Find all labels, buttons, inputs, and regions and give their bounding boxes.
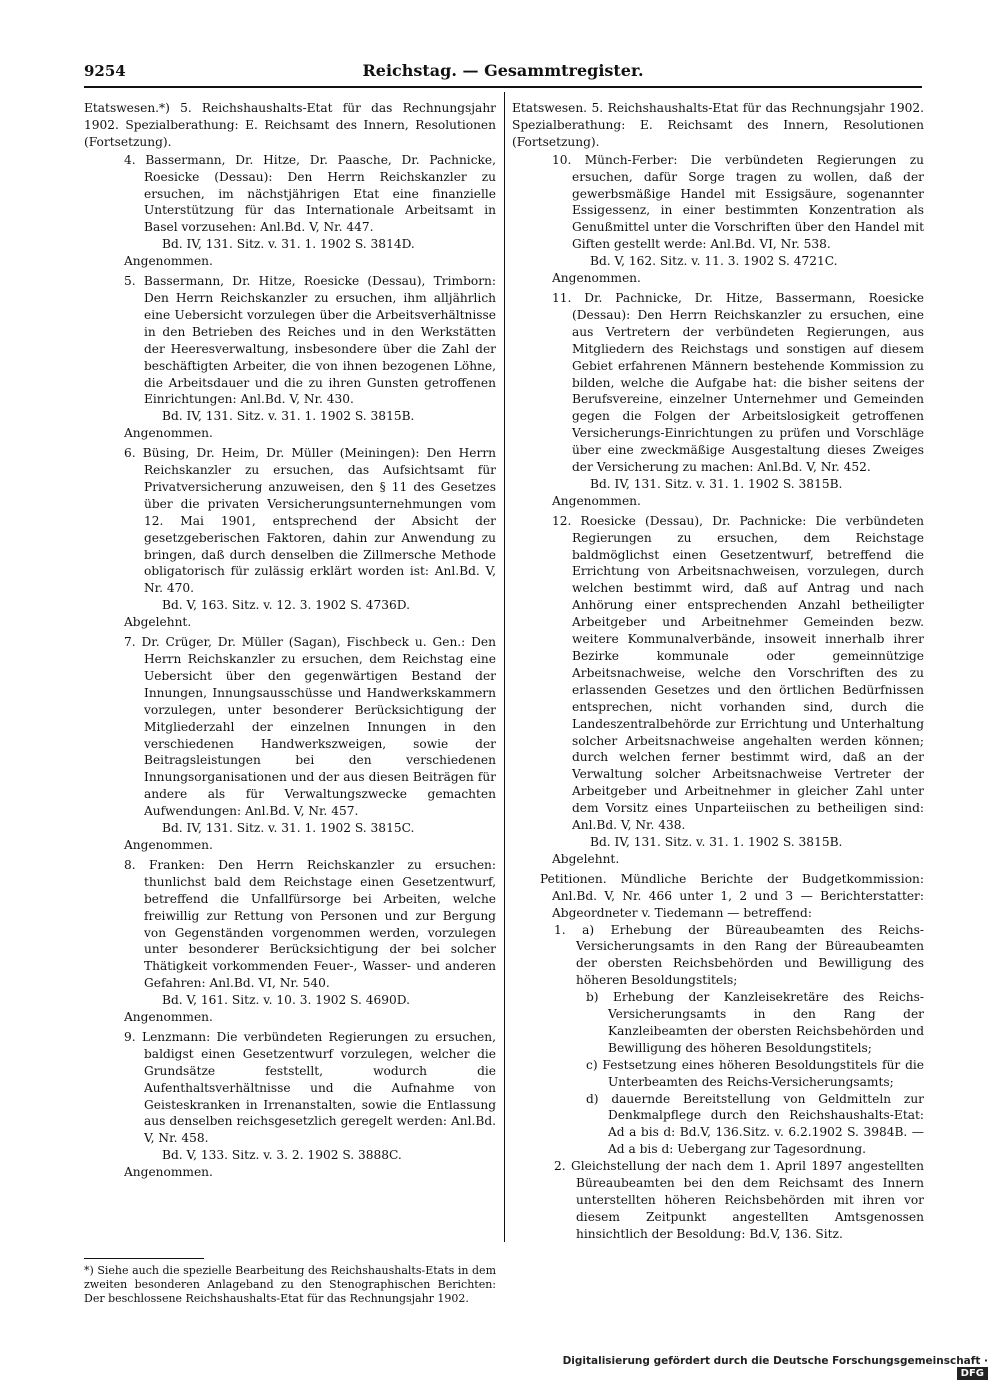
reference: Bd. IV, 131. Sitz. v. 31. 1. 1902 S. 3815C.	[162, 821, 415, 836]
footer-text: Digitalisierung gefördert durch die Deutsche Forschungsgemeinschaft ·	[562, 1355, 988, 1367]
footnote: *) Siehe auch die spezielle Bearbeitung des Reichshaushalts-Etats in dem zweiten besonderen Anlageband zu den Stenographischen Berichten: Der beschlossene Reichshaushalts-Etat für das Rechnungsjahr 1902.	[84, 1264, 496, 1306]
petition-item: 2. Gleichstellung der nach dem 1. April 1897 angestellten Büreaubeamten bei den dem Reichsamt des Innern unterstellten höheren Reichsbehörden mit ihren vor diesem Zeitpunkt angestellten Amtsgenossen hinsichtlich der Besoldung: Bd.V, 136. Sitz.	[554, 1159, 924, 1241]
petition-item: 1. a) Erhebung der Büreaubeamten des Reichs-Versicherungsamts in den Rang der Büreaubeamten der obersten Reichsbehörden und Bewilligung des höheren Besoldungstitels;	[554, 922, 924, 988]
reference: Bd. IV, 131. Sitz. v. 31. 1. 1902 S. 3814D.	[162, 237, 415, 252]
right-column	[512, 100, 924, 1243]
reference: Bd. V, 162. Sitz. v. 11. 3. 1902 S. 4721C.	[590, 254, 838, 269]
section-heading: Etatswesen. 5. Reichshaushalts-Etat für das Rechnungsjahr 1902. Spezialberathung: E. Reichsamt des Innern, Resolutionen (Fortsetzung).	[512, 101, 924, 149]
status: Abgelehnt.	[552, 851, 620, 866]
reference: Bd. V, 161. Sitz. v. 10. 3. 1902 S. 4690D.	[162, 993, 410, 1008]
resolution-item: 11. Dr. Pachnicke, Dr. Hitze, Bassermann, Roesicke (Dessau): Den Herrn Reichskanzler zu ersuchen, eine aus Vertretern der verbündeten Regierungen, aus Mitgliedern des Reichstags und sonstigen auf diesem Gebiet erfahrenen Männern bestehende Kommission zu bilden, welche die Aufgabe hat: die bisher seitens der Berufsvereine, einzelner Unternehmer und Gemeinden gegen die Folgen der Arbeitslosigkeit getroffenen Versicherungs-Einrichtungen zu prüfen und Vorschläge über eine zweckmäßige Ausgestaltung dieses Zweiges der Versicherung zu machen: Anl.Bd. V, Nr. 452.	[552, 290, 924, 475]
left-column	[84, 100, 496, 1184]
digitization-footer	[560, 1355, 988, 1380]
resolution-item: 5. Bassermann, Dr. Hitze, Roesicke (Dessau), Trimborn: Den Herrn Reichskanzler zu ersuchen, ihm alljährlich eine Uebersicht vorzulegen über die Arbeitsverhältnisse in den Betrieben des Reiches und in den Werkstätten der Heeresverwaltung, insbesondere über die Zahl der beschäftigten Arbeiter, die von ihnen bezogenen Löhne, die Arbeitsdauer und die zu ihren Gunsten getroffenen Einrichtungen: Anl.Bd. V, Nr. 430.	[124, 274, 496, 407]
page-number: 9254	[84, 62, 126, 80]
petition-item: b) Erhebung der Kanzleisekretäre des Reichs-Versicherungsamts in den Rang der Kanzleibeamten der obersten Reichsbehörden und Bewilligung des höheren Besoldungstitels;	[586, 990, 924, 1055]
resolution-item: 10. Münch-Ferber: Die verbündeten Regierungen zu ersuchen, dafür Sorge tragen zu wollen, daß der gewerbsmäßige Handel mit Essigsäure, sogenannter Essigessenz, in einer bestimmten Konzentration als Genußmittel unter die Vorschriften über den Handel mit Giften gestellt werde: Anl.Bd. VI, Nr. 538.	[552, 152, 924, 252]
reference: Bd. IV, 131. Sitz. v. 31. 1. 1902 S. 3815B.	[590, 476, 843, 491]
footnote-rule	[84, 1258, 204, 1259]
status: Angenommen.	[552, 271, 641, 286]
status: Angenommen.	[124, 254, 213, 269]
status: Angenommen.	[124, 1165, 213, 1180]
section-heading: Etatswesen.*) 5. Reichshaushalts-Etat für das Rechnungsjahr 1902. Spezialberathung: E. Reichsamt des Innern, Resolutionen (Fortsetzung).	[84, 101, 496, 149]
petition-item: c) Festsetzung eines höheren Besoldungstitels für die Unterbeamten des Reichs-Versicherungsamts;	[586, 1057, 924, 1089]
resolution-item: 4. Bassermann, Dr. Hitze, Dr. Paasche, Dr. Pachnicke, Roesicke (Dessau): Den Herrn Reichskanzler zu ersuchen, im nächstjährigen Etat eine finanzielle Unterstützung für das Internationale Arbeitsamt in Basel vorzusehen: Anl.Bd. V, Nr. 447.	[124, 152, 496, 235]
petitions-intro: Petitionen. Mündliche Berichte der Budgetkommission: Anl.Bd. V, Nr. 466 unter 1, 2 und 3 — Berichterstatter: Abgeordneter v. Tiedemann — betreffend:	[540, 871, 924, 920]
status: Angenommen.	[124, 837, 213, 852]
status: Angenommen.	[124, 1010, 213, 1025]
reference: Bd. V, 133. Sitz. v. 3. 2. 1902 S. 3888C.	[162, 1148, 402, 1163]
status: Abgelehnt.	[124, 615, 192, 630]
resolution-item: 9. Lenzmann: Die verbündeten Regierungen zu ersuchen, baldigst einen Gesetzentwurf vorzulegen, welcher die Grundsätze feststellt, wodurch die Aufenthaltsverhältnisse und die Aufnahme von Geisteskranken in Irrenanstalten, sowie die Entlassung aus denselben reichsgesetzlich geregelt werden: Anl.Bd. V, Nr. 458.	[124, 1029, 496, 1146]
status: Angenommen.	[124, 426, 213, 441]
reference: Bd. V, 163. Sitz. v. 12. 3. 1902 S. 4736D.	[162, 598, 410, 613]
running-title: Reichstag. — Gesammtregister.	[362, 61, 644, 80]
resolution-item: 6. Büsing, Dr. Heim, Dr. Müller (Meiningen): Den Herrn Reichskanzler zu ersuchen, das Aufsichtsamt für Privatversicherung anzuweisen, den § 11 des Gesetzes über die privaten Versicherungsunternehmungen vom 12. Mai 1901, entsprechend der Absicht der gesetzgeberischen Faktoren, dahin zur Anwendung zu bringen, daß durch denselben die Zillmersche Methode obligatorisch für zulässig erklärt worden ist: Anl.Bd. V, Nr. 470.	[124, 446, 496, 596]
resolution-item: 8. Franken: Den Herrn Reichskanzler zu ersuchen: thunlichst bald dem Reichstage einen Gesetzentwurf, betreffend die Unfallfürsorge bei Arbeiten, welche freiwillig zur Rettung von Personen und zur Bergung von Gegenständen vorgenommen werden, vorzulegen unter besonderer Berücksichtigung der bei solcher Thätigkeit vorkommenden Feuer-, Wasser- und anderen Gefahren: Anl.Bd. VI, Nr. 540.	[124, 857, 496, 991]
reference: Bd. IV, 131. Sitz. v. 31. 1. 1902 S. 3815B.	[162, 409, 415, 424]
dfg-logo: DFG	[957, 1367, 988, 1380]
petition-item: d) dauernde Bereitstellung von Geldmitteln zur Denkmalpflege durch den Reichshaushalts-Etat: Ad a bis d: Bd.V, 136.Sitz. v. 6.2.1902 S. 3984B. — Ad a bis d: Uebergang zur Tagesordnung.	[586, 1091, 924, 1157]
column-divider	[504, 92, 505, 1242]
page-header	[84, 58, 922, 88]
reference: Bd. IV, 131. Sitz. v. 31. 1. 1902 S. 3815B.	[590, 834, 843, 849]
status: Angenommen.	[552, 493, 641, 508]
resolution-item: 7. Dr. Crüger, Dr. Müller (Sagan), Fischbeck u. Gen.: Den Herrn Reichskanzler zu ersuchen, dem Reichstag eine Uebersicht über den gegenwärtigen Bestand der Innungen, Innungsausschüsse und Handwerkskammern vorzulegen, unter besonderer Berücksichtigung der Mitgliederzahl der einzelnen Innungen in den verschiedenen Handwerkszweigen, sowie der Beitragsleistungen bei den verschiedenen Innungsorganisationen und der aus diesen Beiträgen für andere als für Verwaltungszwecke gemachten Aufwendungen: Anl.Bd. V, Nr. 457.	[124, 635, 496, 819]
resolution-item: 12. Roesicke (Dessau), Dr. Pachnicke: Die verbündeten Regierungen zu ersuchen, dem Reichstage baldmöglichst einen Gesetzentwurf, betreffend die Errichtung von Arbeitsnachweisen, vorzulegen, durch welchen bestimmt wird, daß auf Antrag und nach Anhörung einer entsprechenden Anzahl betheiligter Arbeitgeber und Arbeitnehmer Gemeinden bezw. weitere Kommunalverbände, insoweit innerhalb ihrer Bezirke kommunale oder gemeinnützige Arbeitsnachweise, welche den Vorschriften des zu erlassenden Gesetzes und den örtlichen Bedürfnissen entsprechen, nicht vorhanden sind, durch die Landeszentralbehörde zur Errichtung und Unterhaltung solcher Arbeitsnachweise angehalten werden können; durch welchen ferner bestimmt wird, daß an der Verwaltung solcher Arbeitsnachweise Vertreter der Arbeitgeber und Arbeitnehmer in gleicher Zahl unter dem Vorsitz eines Unparteiischen zu betheiligen sind: Anl.Bd. V, Nr. 438.	[552, 513, 924, 833]
